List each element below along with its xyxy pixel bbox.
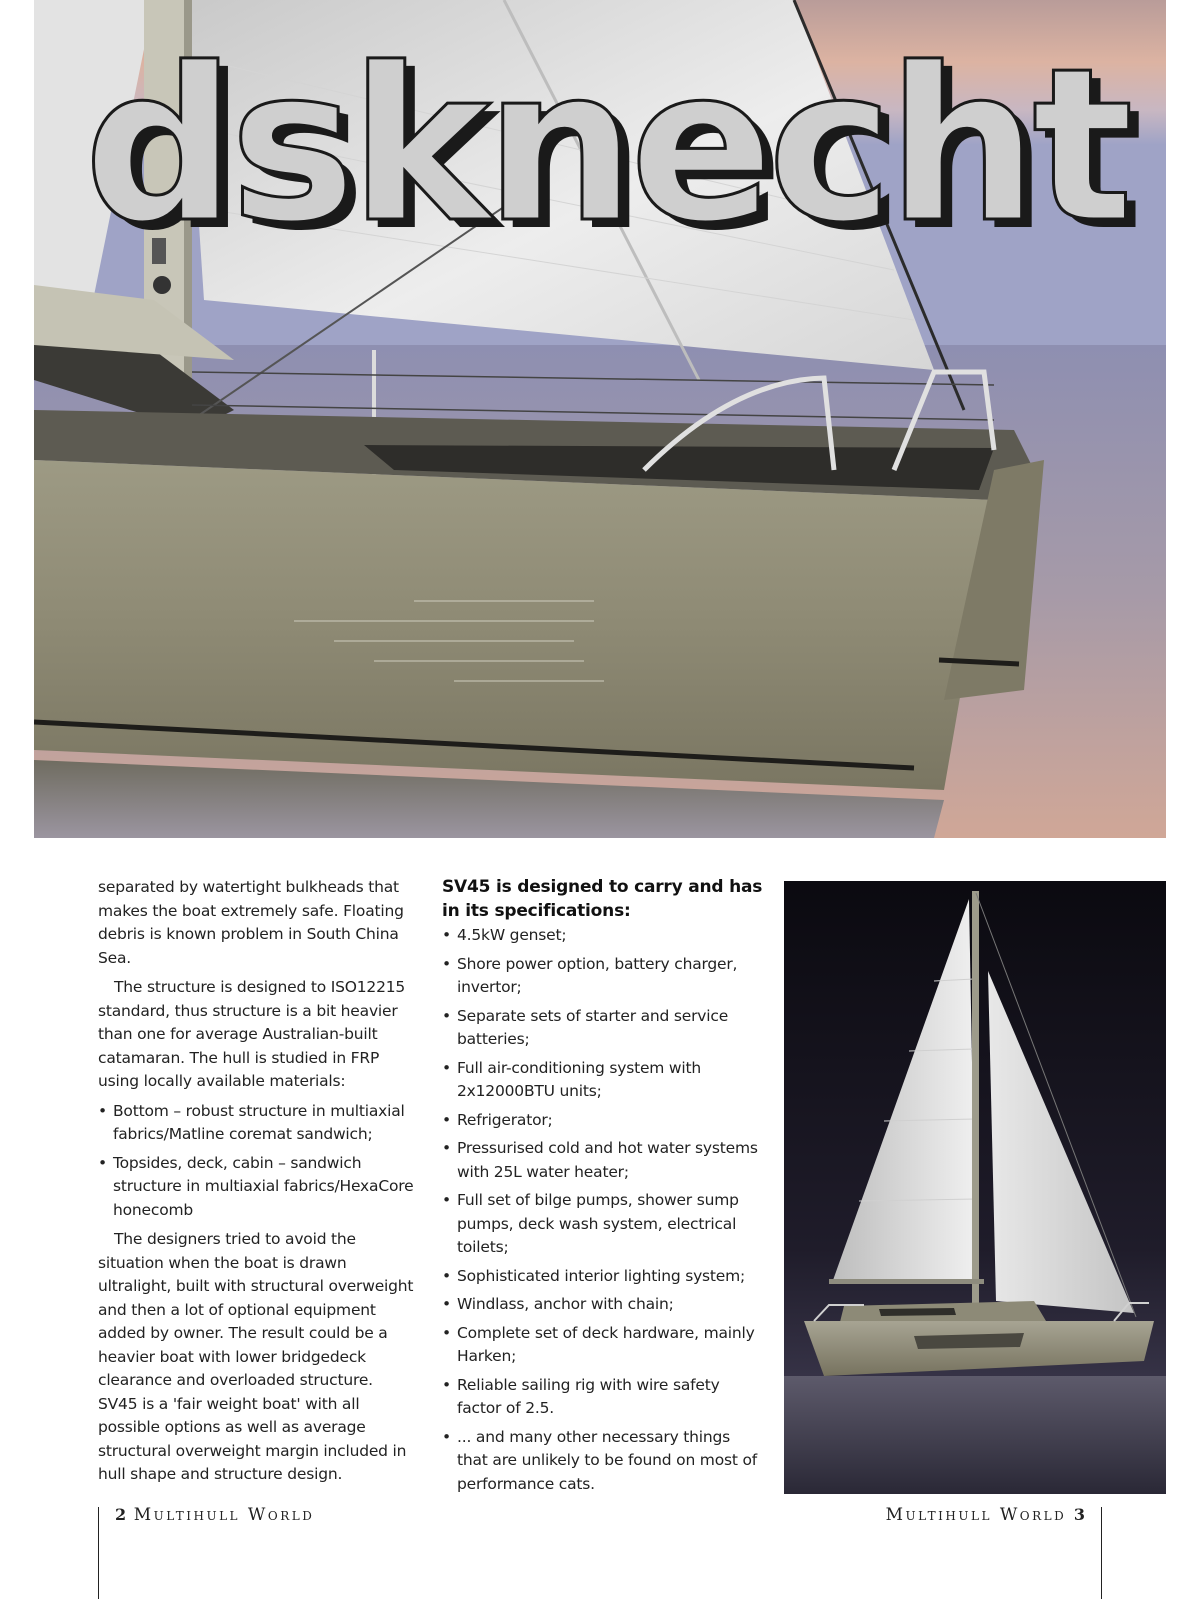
list-item: • Complete set of deck hardware, mainly Harken;: [442, 1322, 764, 1369]
footer-right: [886, 1507, 1102, 1599]
list-item: • Windlass, anchor with chain;: [442, 1293, 764, 1317]
list-item: • Full air-conditioning system with 2x12000BTU units;: [442, 1057, 764, 1104]
page-number-left: 2: [115, 1505, 127, 1524]
specifications-list: [442, 924, 764, 1496]
side-photo: [784, 881, 1166, 1494]
list-item: • Pressurised cold and hot water systems with 25L water heater;: [442, 1137, 764, 1184]
paragraph: The designers tried to avoid the situation when the boat is drawn ultralight, built with structural overweight and then a lot of optional equipment added by owner. The result could be a heavier boat with lower bridgedeck clearance and overloaded structure. SV45 is a 'fair weight boat' with all possible options as well as average structural overweight margin included in hull shape and structure design.: [98, 1230, 414, 1483]
list-item: • Refrigerator;: [442, 1109, 764, 1133]
list-item: • Sophisticated interior lighting system;: [442, 1265, 764, 1289]
list-item: • Reliable sailing rig with wire safety factor of 2.5.: [442, 1374, 764, 1421]
page-number-right: 3: [1073, 1505, 1085, 1524]
magazine-name-right: Multihull World: [885, 1505, 1067, 1525]
list-item: • 4.5kW genset;: [442, 924, 764, 948]
materials-list: [98, 1100, 416, 1223]
list-item: • Topsides, deck, cabin – sandwich structure in multiaxial fabrics/HexaCore honecomb: [98, 1152, 416, 1223]
list-item: • Separate sets of starter and service batteries;: [442, 1005, 764, 1052]
list-item: • Full set of bilge pumps, shower sump pumps, deck wash system, electrical toilets;: [442, 1189, 764, 1260]
paragraph: separated by watertight bulkheads that makes the boat extremely safe. Floating debris is known problem in South China Sea.: [98, 878, 404, 967]
folio-right: [886, 1507, 1085, 1523]
list-item: • ... and many other necessary things that are unlikely to be found on most of performance cats.: [442, 1426, 764, 1497]
hero-title: dsknecht: [84, 22, 1128, 269]
hero-photo: [34, 0, 1166, 838]
paragraph: The structure is designed to ISO12215 standard, thus structure is a bit heavier than one for average Australian-built catamaran. The hull is studied in FRP using locally available materials:: [98, 978, 406, 1090]
footer-left: [98, 1507, 314, 1599]
list-item: • Shore power option, battery charger, invertor;: [442, 953, 764, 1000]
list-item: • Bottom – robust structure in multiaxial fabrics/Matline coremat sandwich;: [98, 1100, 416, 1147]
catamaran-profile-render: [784, 881, 1166, 1494]
folio-left: [115, 1507, 314, 1523]
article-column-1: [98, 876, 416, 1493]
article-column-2: [442, 876, 764, 1502]
specifications-heading: SV45 is designed to carry and has in its specifications:: [442, 877, 763, 921]
magazine-name-left: Multihull World: [133, 1505, 315, 1525]
